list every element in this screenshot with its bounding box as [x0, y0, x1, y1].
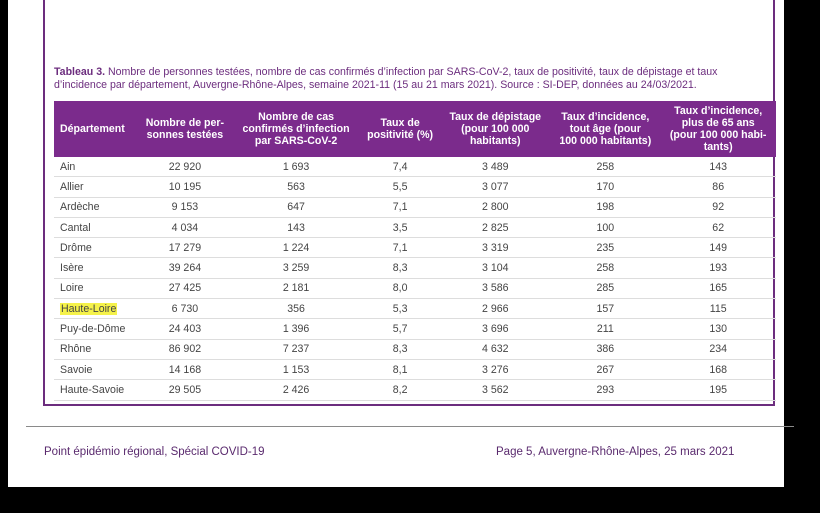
value-cell: 8,0	[360, 278, 440, 298]
value-cell: 149	[660, 238, 776, 258]
value-cell: 7,1	[360, 197, 440, 217]
document-page	[8, 0, 784, 487]
value-cell: 2 966	[440, 299, 550, 319]
value-cell: 14 168	[138, 359, 233, 379]
value-cell: 17 279	[138, 238, 233, 258]
value-cell: 563	[232, 177, 360, 197]
value-cell: 3 259	[232, 258, 360, 278]
value-cell: 86 902	[138, 339, 233, 359]
value-cell: 4 034	[138, 217, 233, 237]
value-cell: 9 153	[138, 197, 233, 217]
value-cell: 8,2	[360, 380, 440, 400]
department-name-cell: Puy-de-Dôme	[54, 319, 138, 339]
table-body	[54, 157, 776, 400]
value-cell: 6 730	[138, 299, 233, 319]
table-row	[54, 278, 776, 298]
value-cell: 5,3	[360, 299, 440, 319]
table-row	[54, 238, 776, 258]
table-row	[54, 177, 776, 197]
table-row	[54, 157, 776, 177]
value-cell: 1 693	[232, 157, 360, 177]
department-name-cell: Drôme	[54, 238, 138, 258]
department-name-cell: Rhône	[54, 339, 138, 359]
value-cell: 3 696	[440, 319, 550, 339]
value-cell: 1 396	[232, 319, 360, 339]
column-header: Taux de dépistage (pour 100 000 habitants)	[440, 101, 550, 157]
value-cell: 258	[550, 258, 660, 278]
value-cell: 29 505	[138, 380, 233, 400]
table-row	[54, 339, 776, 359]
value-cell: 2 426	[232, 380, 360, 400]
value-cell: 267	[550, 359, 660, 379]
value-cell: 130	[660, 319, 776, 339]
value-cell: 143	[660, 157, 776, 177]
department-name-cell: Ardèche	[54, 197, 138, 217]
value-cell: 2 800	[440, 197, 550, 217]
value-cell: 8,3	[360, 339, 440, 359]
footer-left: Point épidémio régional, Spécial COVID-19	[44, 446, 265, 458]
value-cell: 285	[550, 278, 660, 298]
value-cell: 8,1	[360, 359, 440, 379]
value-cell: 3 489	[440, 157, 550, 177]
department-name-cell: Ain	[54, 157, 138, 177]
table-row	[54, 197, 776, 217]
value-cell: 157	[550, 299, 660, 319]
value-cell: 1 224	[232, 238, 360, 258]
value-cell: 5,7	[360, 319, 440, 339]
value-cell: 4 632	[440, 339, 550, 359]
table-row	[54, 258, 776, 278]
value-cell: 235	[550, 238, 660, 258]
department-name-cell: Savoie	[54, 359, 138, 379]
value-cell: 92	[660, 197, 776, 217]
column-header: Taux de positivité (%)	[360, 101, 440, 157]
table-header-row	[54, 101, 776, 157]
value-cell: 3 077	[440, 177, 550, 197]
value-cell: 5,5	[360, 177, 440, 197]
value-cell: 234	[660, 339, 776, 359]
value-cell: 22 920	[138, 157, 233, 177]
value-cell: 8,3	[360, 258, 440, 278]
department-name-cell: Loire	[54, 278, 138, 298]
footer-divider	[26, 426, 794, 427]
value-cell: 24 403	[138, 319, 233, 339]
value-cell: 1 153	[232, 359, 360, 379]
value-cell: 7,4	[360, 157, 440, 177]
column-header: Nombre de per- sonnes testées	[138, 101, 233, 157]
value-cell: 62	[660, 217, 776, 237]
value-cell: 27 425	[138, 278, 233, 298]
value-cell: 39 264	[138, 258, 233, 278]
value-cell: 195	[660, 380, 776, 400]
value-cell: 3 104	[440, 258, 550, 278]
value-cell: 3 319	[440, 238, 550, 258]
table-row	[54, 359, 776, 379]
table-row	[54, 217, 776, 237]
value-cell: 100	[550, 217, 660, 237]
value-cell: 3 562	[440, 380, 550, 400]
value-cell: 3 586	[440, 278, 550, 298]
value-cell: 10 195	[138, 177, 233, 197]
value-cell: 211	[550, 319, 660, 339]
value-cell: 170	[550, 177, 660, 197]
value-cell: 2 825	[440, 217, 550, 237]
column-header: Taux d’incidence, plus de 65 ans (pour 100 000 habi- tants)	[660, 101, 776, 157]
table-row	[54, 380, 776, 400]
department-table	[54, 101, 776, 401]
value-cell: 2 181	[232, 278, 360, 298]
footer-right: Page 5, Auvergne-Rhône-Alpes, 25 mars 2021	[496, 446, 735, 458]
value-cell: 7,1	[360, 238, 440, 258]
column-header: Département	[54, 101, 138, 157]
value-cell: 258	[550, 157, 660, 177]
value-cell: 198	[550, 197, 660, 217]
value-cell: 386	[550, 339, 660, 359]
caption-label: Tableau 3.	[54, 66, 106, 78]
value-cell: 3 276	[440, 359, 550, 379]
table-row	[54, 319, 776, 339]
department-name-cell	[54, 299, 138, 319]
value-cell: 193	[660, 258, 776, 278]
department-name-cell: Haute-Savoie	[54, 380, 138, 400]
value-cell: 356	[232, 299, 360, 319]
highlight-mark: Haute-Loire	[61, 302, 117, 315]
value-cell: 143	[232, 217, 360, 237]
column-header: Nombre de cas confirmés d’infection par SARS-CoV-2	[232, 101, 360, 157]
department-name-cell: Allier	[54, 177, 138, 197]
value-cell: 168	[660, 359, 776, 379]
value-cell: 7 237	[232, 339, 360, 359]
department-name-cell: Isère	[54, 258, 138, 278]
value-cell: 165	[660, 278, 776, 298]
value-cell: 647	[232, 197, 360, 217]
table-row	[54, 299, 776, 319]
department-name-cell: Cantal	[54, 217, 138, 237]
value-cell: 86	[660, 177, 776, 197]
value-cell: 3,5	[360, 217, 440, 237]
value-cell: 115	[660, 299, 776, 319]
column-header: Taux d’incidence, tout âge (pour 100 000 habitants)	[550, 101, 660, 157]
value-cell: 293	[550, 380, 660, 400]
caption-text: Nombre de personnes testées, nombre de cas confirmés d’infection par SARS-CoV-2, taux de positivité, taux de dépistage et taux d’incidence par département, Auvergne-Rhône-Alpes, semaine 2021-11 (15 au 21 mars 2021). Source : SI-DEP, données au 24/03/2021.	[54, 66, 718, 91]
table-caption	[54, 66, 766, 91]
